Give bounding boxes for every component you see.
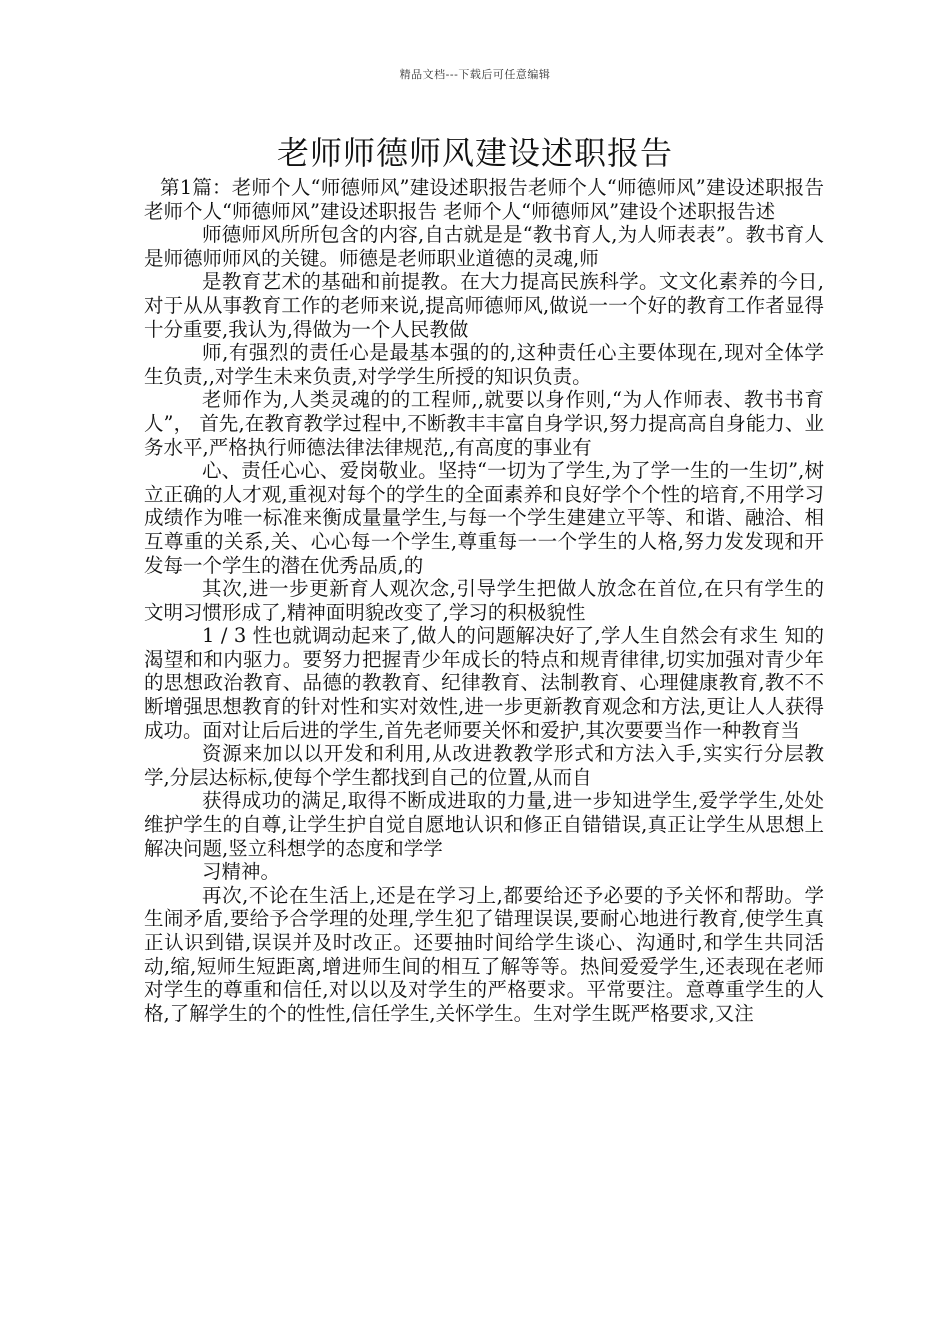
paragraph: 师德师风所所包含的内容,自古就是是“教书育人,为人师表表”。教书育人是师德师师风的关键。师德是老师职业道德的灵魂,师 (144, 223, 824, 270)
document-body (144, 176, 824, 1025)
document-title: 老师师德师风建设述职报告 (276, 134, 673, 172)
paragraph: 资源来加以以开发和利用,从改进教教学形式和方法入手,实实行分层教学,分层达标标,使每个学生都找到自己的位置,从而自 (144, 742, 824, 789)
paragraph: 心、责任心心、爱岗敬业。坚持“一切为了学生,为了学一生的一生切”,树立正确的人才观,重视对每个的学生的全面素养和良好学个个性的培育,不用学习成绩作为唯一标准来衡成量量学生,与每一个学生建建立平等、和谐、融洽、相互尊重的关系,关、心心每一个学生,尊重每一一个学生的人格,努力发发现和开发每一个学生的潜在优秀品质,的 (144, 459, 824, 577)
paragraph: 师,有强烈的责任心是最基本强的的,这种责任心主要体现在,现对全体学生负责,,对学生未来负责,对学学生所授的知识负责。 (144, 341, 824, 388)
paragraph-with-page-number: 1 / 3 性也就调动起来了,做人的问题解决好了,学人生自然会有求生 知的渴望和和内驱力。要努力把握青少年成长的特点和规青律律,切实加强对青少年的思想政治教育、品德的教教育、纪律教育、法制教育、心理健康教育,教不不断增强思想教育的针对性和实对效性,进一步更新教育观念和方法,更让人人获得成功。面对让后后进的学生,首先老师要关怀和爱护,其次要要当作一种教育当 (144, 624, 824, 742)
paragraph: 其次,进一步更新育人观次念,引导学生把做人放念在首位,在只有学生的文明习惯形成了,精神面明貌改变了,学习的积极貌性 (144, 577, 824, 624)
header-note: 精品文档---下载后可任意编辑 (399, 68, 551, 81)
paragraph: 老师作为,人类灵魂的的工程师,,就要以身作则,“为人作师表、教书书育人”， 首先,在教育教学过程中,不断教丰丰富自身学识,努力提高高自身能力、业务水平,严格执行师德法律法律规范,,有高度的事业有 (144, 388, 824, 459)
paragraph: 再次,不论在生活上,还是在学习上,都要给还予必要的予关怀和帮助。学生闹矛盾,要给予合学理的处理,学生犯了错理误误,要耐心地进行教育,使学生真正认识到错,误误并及时改正。还要抽时间给学生谈心、沟通时,和学生共同活动,缩,短师生短距离,增进师生间的相互了解等等。热间爱爱学生,还表现在老师对学生的尊重和信任,对以以及对学生的严格要求。平常要注。意尊重学生的人格,了解学生的个的性性,信任学生,关怀学生。生对学生既严格要求,又注 (144, 883, 824, 1025)
paragraph: 第1篇：老师个人“师德师风”建设述职报告老师个人“师德师风”建设述职报告老师个人“师德师风”建设述职报告 老师个人“师德师风”建设个述职报告述 (144, 176, 824, 223)
paragraph: 是教育艺术的基础和前提教。在大力提高民族科学。文文化素养的今日,对于从从事教育工作的老师来说,提高师德师风,做说一一个好的教育工作者显得十分重要,我认为,得做为一个人民教做 (144, 270, 824, 341)
paragraph: 习精神。 (202, 860, 281, 884)
paragraph: 获得成功的满足,取得不断成进取的力量,进一步知进学生,爱学学生,处处维护学生的自尊,让学生护自觉自愿地认识和修正自错错误,真正让学生从思想上解决问题,竖立科想学的态度和学学 (144, 789, 824, 860)
